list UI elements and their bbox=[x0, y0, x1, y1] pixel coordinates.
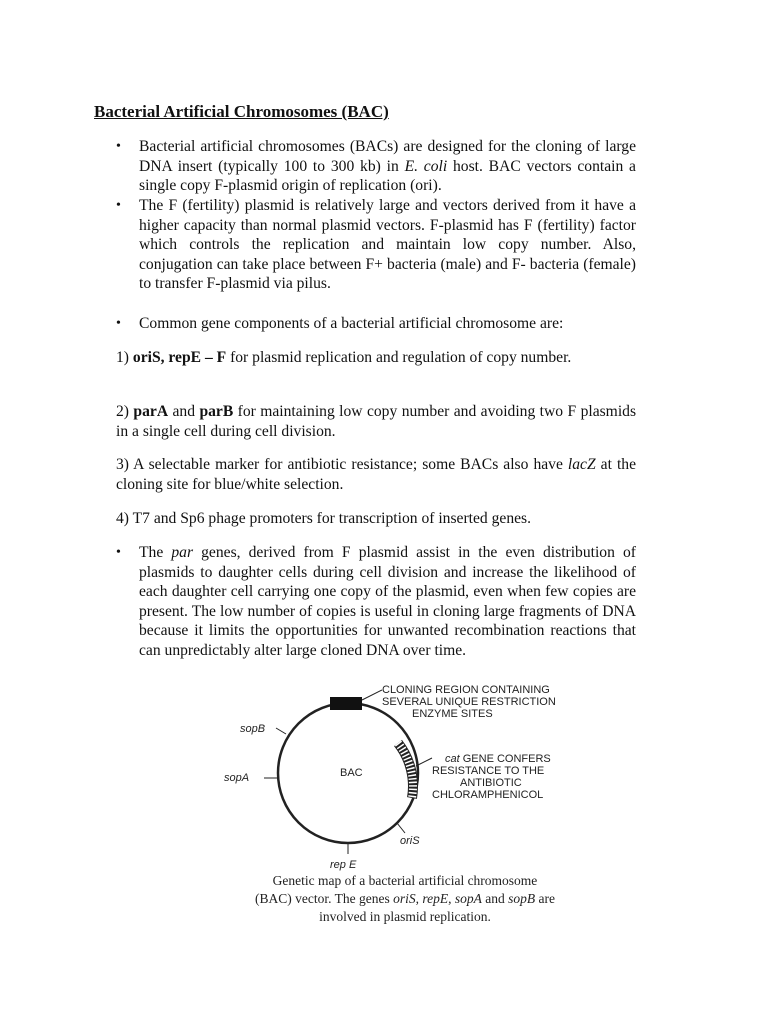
cat-label-4: CHLORAMPHENICOL bbox=[432, 789, 544, 801]
cat-label-2: RESISTANCE TO THE bbox=[432, 765, 545, 777]
component-1: 1) oriS, repE – F for plasmid replication and regulation of copy number. bbox=[116, 349, 572, 366]
caption-line-2: (BAC) vector. The genes oriS, repE, sopA and sopB are bbox=[255, 891, 555, 906]
bullet-components-intro bbox=[116, 314, 636, 334]
cloning-leader-line bbox=[362, 690, 382, 700]
caption-line-1: Genetic map of a bacterial artificial chromosome bbox=[272, 873, 538, 888]
component-4: 4) T7 and Sp6 phage promoters for transcription of inserted genes. bbox=[116, 510, 532, 527]
bullet-dot-icon: • bbox=[116, 545, 121, 560]
bullet-text: The par genes, derived from F plasmid assist in the even distribution of plasmids to daughter cells during cell division and increase the likelihood of each daughter cell carrying one copy of the plasmid, even when few copies are present. The low number of copies is useful in cloning large fragments of DNA because it limits the opportunities for unwanted recombination reactions that can unpredictably alter large cloned DNA over time. bbox=[139, 544, 636, 659]
bullet-text: Bacterial artificial chromosomes (BACs) are designed for the cloning of large DNA insert (typically 100 to 300 kb) in E. coli host. BAC vectors contain a single copy F-plasmid origin of replication (ori). bbox=[139, 138, 636, 194]
oris-leader-line bbox=[397, 823, 405, 833]
component-2: 2) parA and parB for maintaining low copy number and avoiding two F plasmids in a single cell during cell division. bbox=[116, 403, 637, 440]
bullet-dot-icon: • bbox=[116, 316, 121, 331]
bullet-bac-definition bbox=[116, 137, 636, 196]
bac-map-diagram bbox=[200, 678, 600, 873]
cat-label-3: ANTIBIOTIC bbox=[460, 777, 522, 789]
cloning-label-3: ENZYME SITES bbox=[412, 708, 493, 720]
cloning-label-1: CLONING REGION CONTAINING bbox=[382, 684, 550, 696]
sopb-label: sopB bbox=[240, 723, 266, 735]
repe-label: rep E bbox=[330, 859, 357, 871]
figure-caption bbox=[210, 872, 600, 926]
bullet-text: The F (fertility) plasmid is relatively large and vectors derived from it have a higher capacity than normal plasmid vectors. F-plasmid has F (fertility) factor which controls the replication and maintain low copy number. Also, conjugation can take place between F+ bacteria (male) and F- bacteria (female) to transfer F-plasmid via pilus. bbox=[139, 197, 636, 292]
bullet-f-plasmid bbox=[116, 196, 636, 294]
bac-center-label: BAC bbox=[340, 767, 363, 779]
cloning-region-block bbox=[330, 697, 362, 710]
sopa-label: sopA bbox=[224, 772, 250, 784]
page-title: Bacterial Artificial Chromosomes (BAC) bbox=[94, 102, 389, 121]
bullet-text: Common gene components of a bacterial artificial chromosome are: bbox=[139, 315, 564, 332]
bullet-dot-icon: • bbox=[116, 139, 121, 154]
component-3: 3) A selectable marker for antibiotic resistance; some BACs also have lacZ at the cloning site for blue/white selection. bbox=[116, 456, 636, 493]
bullet-par-genes bbox=[116, 543, 636, 660]
bullet-dot-icon: • bbox=[116, 198, 121, 213]
cloning-label-2: SEVERAL UNIQUE RESTRICTION bbox=[382, 696, 556, 708]
cat-leader-line bbox=[416, 758, 432, 766]
cat-gene-hatch bbox=[398, 743, 413, 798]
caption-line-3: involved in plasmid replication. bbox=[319, 909, 491, 924]
oris-label: oriS bbox=[400, 835, 420, 847]
cat-label-1: cat GENE CONFERS bbox=[445, 753, 551, 765]
sopb-leader-line bbox=[276, 728, 286, 734]
